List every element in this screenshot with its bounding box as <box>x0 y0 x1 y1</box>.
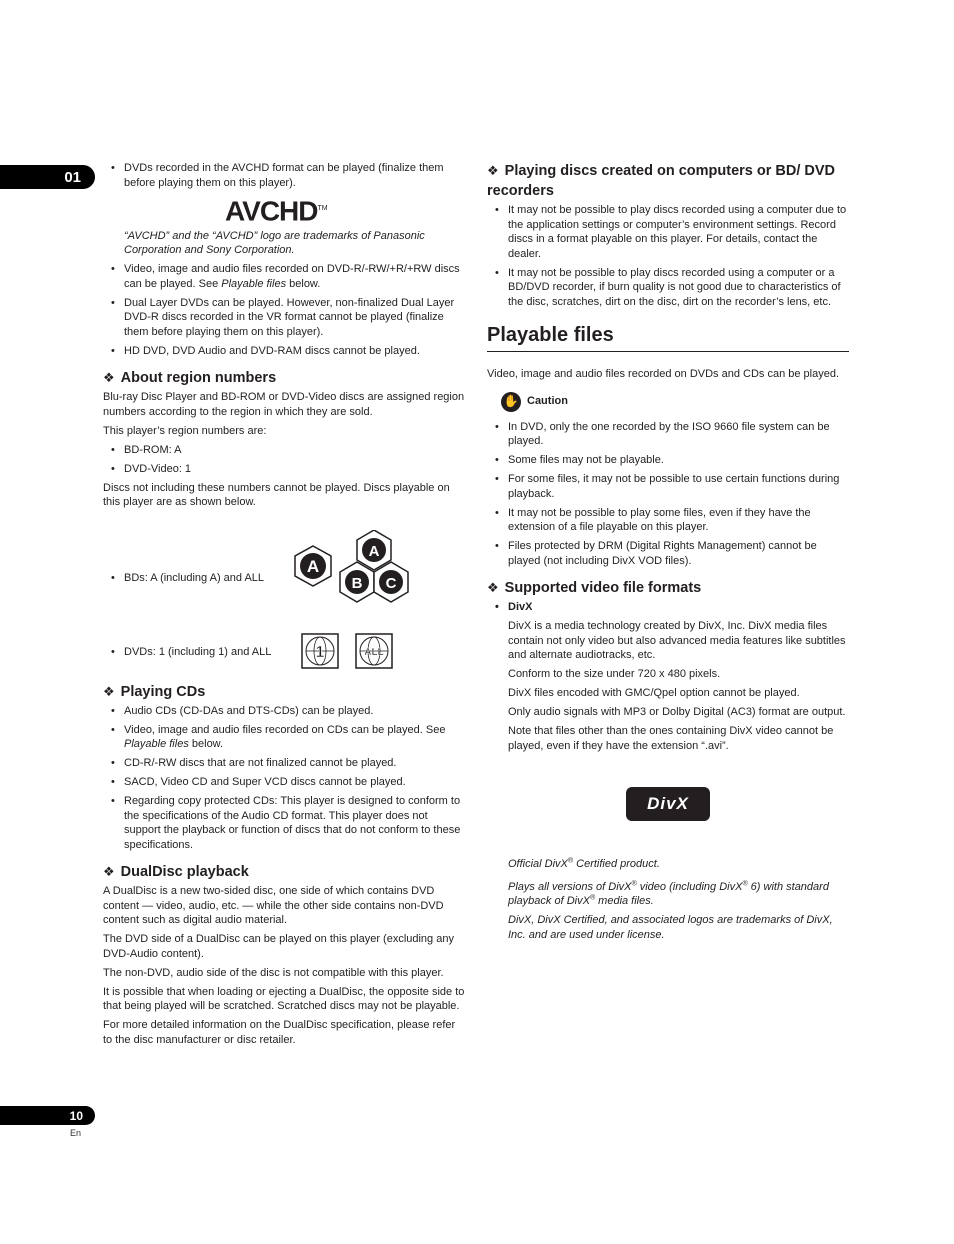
bd-all-letter-c: C <box>385 574 397 592</box>
diamond-icon: ❖ <box>103 864 115 880</box>
top-bullet-list <box>103 262 465 358</box>
divx-notes <box>487 857 849 942</box>
avchd-trademark-note: “AVCHD” and the “AVCHD” logo are trademarks of Panasonic Corporation and Sony Corporation. <box>124 229 425 257</box>
disc-bullet: • HD DVD, DVD Audio and DVD-RAM discs cannot be played. <box>103 344 465 359</box>
playable-intro: Video, image and audio files recorded on DVDs and CDs can be played. <box>487 368 840 380</box>
divx-paragraph: Conform to the size under 720 x 480 pixels. <box>508 668 721 680</box>
bd-region-row <box>103 530 465 626</box>
divx-paragraphs <box>487 619 849 753</box>
right-column <box>487 161 849 947</box>
avchd-logo-text: AVCHD <box>225 195 318 227</box>
dualdisc-paragraph: A DualDisc is a new two-sided disc, one side of which contains DVD content — video, audio, etc. — while the other side contains non-DVD content such as digital audio material. <box>103 885 444 927</box>
language-label: En <box>70 1128 82 1138</box>
divx-note-certified: Official DivX® Certified product. <box>508 857 660 870</box>
region-paragraph-2: This player’s region numbers are: <box>103 424 267 437</box>
computers-bullet: • It may not be possible to play discs recorded using a computer or a BD/DVD recorder, if burn quality is not good due to characteristics of the disc, scratches, dirt on the disc, dirt on the recorder’s lens, etc. <box>487 266 849 310</box>
divx-logo: DivX <box>626 787 710 821</box>
caution-bullet: • For some files, it may not be possible to use certain functions during playback. <box>487 472 849 501</box>
diamond-icon: ❖ <box>487 580 499 595</box>
dvd-region-marks <box>300 632 410 672</box>
bd-all-letter-b: B <box>351 574 363 592</box>
playable-files-title: Playable files <box>487 323 849 352</box>
region-paragraph-1: Blu-ray Disc Player and BD-ROM or DVD-Video discs are assigned region numbers according to the region in which they are sold. <box>103 391 465 418</box>
cd-bullet: • SACD, Video CD and Super VCD discs cannot be played. <box>103 775 465 790</box>
dualdisc-paragraph: It is possible that when loading or ejecting a DualDisc, the opposite side to that being played will be scratched. Scratched discs may not be playable. <box>103 985 465 1013</box>
bd-region-marks <box>294 530 434 626</box>
dvd-mark-all: ALL <box>364 646 384 658</box>
cd-bullet: • Video, image and audio files recorded on CDs can be played. See Playable files below. <box>103 723 465 752</box>
computers-bullet: • It may not be possible to play discs recorded using a computer due to the application settings or computer’s environment settings. Record discs in a format playable on this player. For details, contact the dealer. <box>487 203 849 261</box>
divx-note-trademark: DivX, DivX Certified, and associated logos are trademarks of DivX, Inc. and are used under license. <box>508 914 833 941</box>
divx-label: • DivX <box>487 600 849 615</box>
dualdisc-paragraph: The non-DVD, audio side of the disc is not compatible with this player. <box>103 966 444 979</box>
dualdisc-paragraph: The DVD side of a DualDisc can be played on this player (excluding any DVD-Audio content). <box>103 933 454 960</box>
page-number-tab: 10 <box>0 1106 95 1125</box>
bd-region-bullet: • BDs: A (including A) and ALL <box>103 571 294 586</box>
bd-region-a-mark <box>295 546 331 586</box>
avchd-bullet: • DVDs recorded in the AVCHD format can be played (finalize them before playing them on this player). <box>103 161 465 190</box>
bd-region-all-mark <box>340 530 408 607</box>
diamond-icon: ❖ <box>487 163 499 178</box>
dualdisc-heading: ❖ DualDisc playback <box>103 864 249 881</box>
dvd-mark-1: 1 <box>315 643 325 661</box>
region-bullet-dvd: • DVD-Video: 1 <box>103 462 465 477</box>
caution-bullet: • In DVD, only the one recorded by the ISO 9660 file system can be played. <box>487 420 849 449</box>
region-bullet-bd: • BD-ROM: A <box>103 443 465 458</box>
cds-heading: ❖ Playing CDs <box>103 683 206 700</box>
cd-bullet: • CD-R/-RW discs that are not finalized cannot be played. <box>103 756 465 771</box>
left-column <box>103 161 465 1052</box>
video-formats-heading: ❖ Supported video file formats <box>487 580 702 596</box>
dvd-region-1-mark <box>302 634 338 668</box>
avchd-tm: TM <box>317 205 328 212</box>
divx-paragraph: Only audio signals with MP3 or Dolby Digital (AC3) format are output. <box>508 706 846 718</box>
caution-bullet: • Some files may not be playable. <box>487 453 849 468</box>
caution-bullet-list <box>487 420 849 569</box>
caution-label: ✋ Caution <box>501 392 849 412</box>
bd-letter-a: A <box>306 556 320 576</box>
diamond-icon: ❖ <box>103 683 115 699</box>
dvd-region-row <box>103 632 465 672</box>
divx-paragraph: Note that files other than the ones containing DivX video cannot be played, even if they have the extension “.avi”. <box>508 725 834 752</box>
caution-hand-icon: ✋ <box>501 392 521 412</box>
caution-bullet: • It may not be possible to play some files, even if they have the extension of a file playable on this player. <box>487 506 849 535</box>
dvd-region-all-mark <box>356 634 392 668</box>
cds-bullet-list <box>103 704 465 853</box>
dvd-region-bullet: • DVDs: 1 (including 1) and ALL <box>103 645 300 660</box>
avchd-logo <box>225 195 465 227</box>
cd-bullet: • Audio CDs (CD-DAs and DTS-CDs) can be played. <box>103 704 465 719</box>
caution-bullet: • Files protected by DRM (Digital Rights Management) cannot be played (not including DivX VOD files). <box>487 539 849 568</box>
dualdisc-paragraph: For more detailed information on the DualDisc specification, please refer to the disc manufacturer or disc retailer. <box>103 1019 456 1046</box>
divx-paragraph: DivX is a media technology created by DivX, Inc. DivX media files contain not only video but also advanced media features like subtitles and alternate audiotracks, etc. <box>508 620 846 661</box>
disc-bullet: • Video, image and audio files recorded on DVD-R/-RW/+R/+RW discs can be played. See Playable files below. <box>103 262 465 291</box>
chapter-tab: 01 <box>0 165 95 189</box>
divx-note-versions: Plays all versions of DivX® video (including DivX® 6) with standard playback of DivX® media files. <box>508 879 829 907</box>
region-heading: ❖ About region numbers <box>103 370 277 387</box>
disc-bullet: • Dual Layer DVDs can be played. However, non-finalized Dual Layer DVD-R discs recorded in the VR format cannot be played (finalize them before playing them on this player). <box>103 296 465 340</box>
divx-paragraph: DivX files encoded with GMC/Qpel option cannot be played. <box>508 687 800 699</box>
region-paragraph-3: Discs not including these numbers cannot be played. Discs playable on this player are as shown below. <box>103 481 450 509</box>
cd-bullet: • Regarding copy protected CDs: This player is designed to conform to the specifications of the Audio CD format. This player does not support the playback or function of discs that do not conform to these specifications. <box>103 794 465 852</box>
dualdisc-paragraphs <box>103 884 465 1047</box>
diamond-icon: ❖ <box>103 370 115 386</box>
computers-heading: ❖ Playing discs created on computers or BD/ DVD recorders <box>487 163 836 199</box>
bd-all-letter-a: A <box>368 542 380 560</box>
